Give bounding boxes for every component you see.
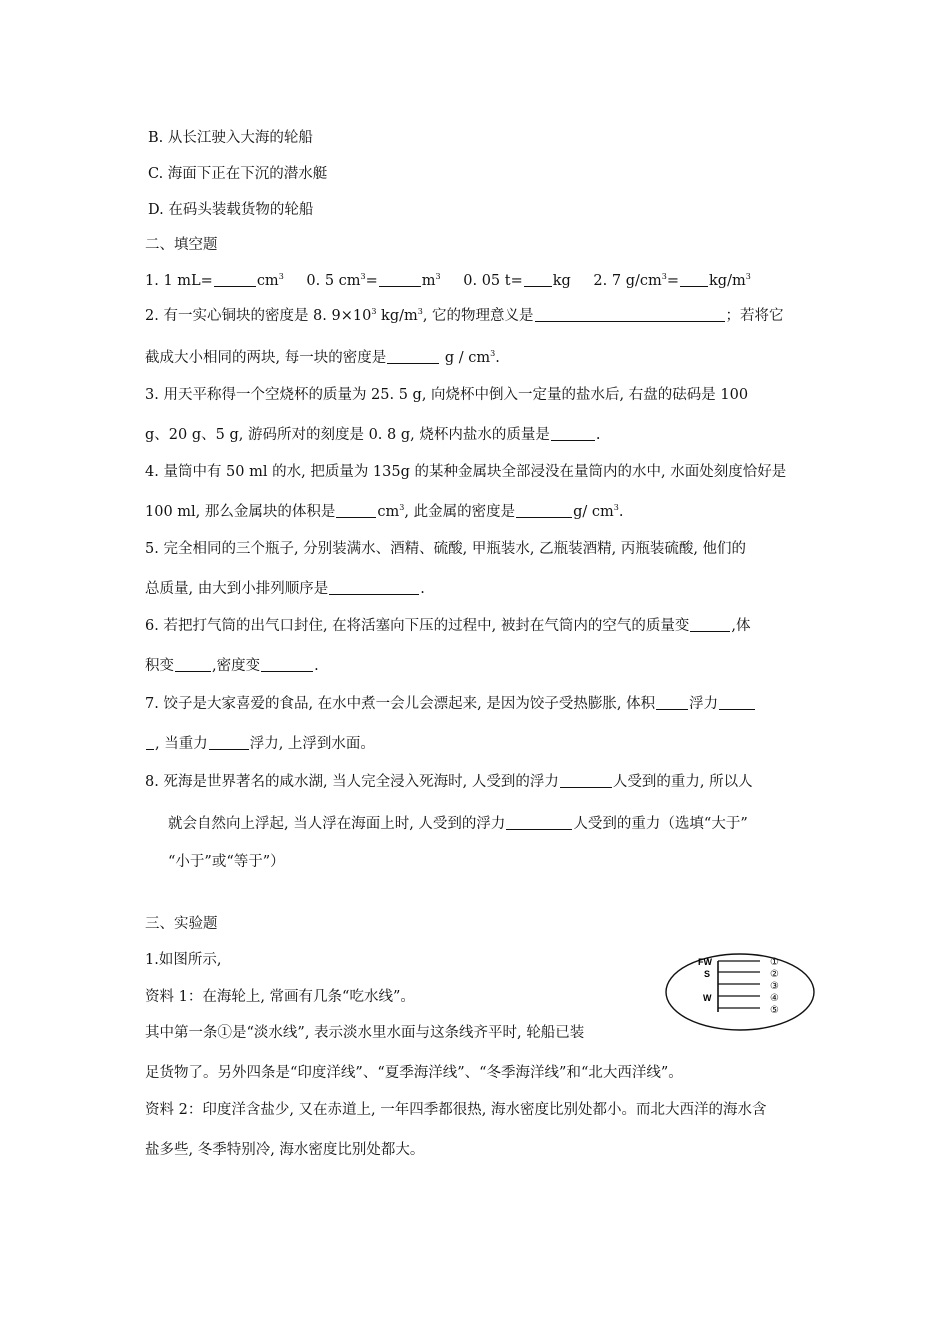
experiment-question-1: 1.如图所示, [145,952,222,968]
question-8-line-3: “小于”或“等于”） [168,854,285,870]
section-heading-experiment: 三、实验题 [145,916,218,932]
answer-blank[interactable] [551,426,595,441]
label-s: S [704,969,711,979]
answer-blank[interactable] [535,307,725,322]
answer-blank[interactable] [506,815,572,830]
answer-blank[interactable] [690,617,730,632]
answer-blank[interactable] [329,580,419,595]
question-3-line-2: g、20 g、5 g, 游码所对的刻度是 0. 8 g, 烧杯内盐水的质量是 . [145,427,601,443]
question-8-line-2: 就会自然向上浮起, 当人浮在海面上时, 人受到的浮力 人受到的重力（选填“大于” [168,816,748,832]
answer-blank[interactable] [719,695,755,710]
load-line-diagram [664,952,816,1032]
answer-blank[interactable] [560,773,612,788]
answer-blank[interactable] [379,272,421,287]
question-7-line-1: 7. 饺子是大家喜爱的食品, 在水中煮一会儿会漂起来, 是因为饺子受热膨胀, 体积 浮力 [145,694,756,714]
option-b: B. 从长江驶入大海的轮船 [148,130,313,146]
answer-blank[interactable] [680,272,708,287]
question-3-line-1: 3. 用天平称得一个空烧杯的质量为 25. 5 g, 向烧杯中倒入一定量的盐水后, 右盘的砝码是 100 [145,387,749,403]
option-d: D. 在码头装载货物的轮船 [148,202,314,218]
data-1-line-3: 足货物了。另外四条是“印度洋线”、“夏季海洋线”、“冬季海洋线”和“北大西洋线”。 [145,1065,683,1081]
marker-4: ④ [770,993,779,1004]
answer-blank[interactable] [209,735,249,750]
label-w: W [703,993,712,1003]
question-5-line-1: 5. 完全相同的三个瓶子, 分别装满水、酒精、硫酸, 甲瓶装水, 乙瓶装酒精, 丙瓶装硫酸, 他们的 [145,541,747,557]
marker-5: ⑤ [770,1005,779,1016]
answer-blank[interactable] [146,735,154,750]
option-c: C. 海面下正在下沉的潜水艇 [148,166,328,182]
question-4-line-1: 4. 量筒中有 50 ml 的水, 把质量为 135g 的某种金属块全部浸没在量筒内的水中, 水面处刻度恰好是 [145,464,787,480]
answer-blank[interactable] [261,657,313,672]
marker-1: ① [770,957,779,968]
data-1-line-2: 其中第一条①是“淡水线”, 表示淡水里水面与这条线齐平时, 轮船已装 [145,1025,585,1041]
question-2-line-1: 2. 有一实心铜块的密度是 8. $9\times 10^3$ $kg/m^3$, 它的物理意义是 ；若将它 [145,307,784,324]
question-4-line-2: 100 ml, 那么金属块的体积是 $cm^3$, 此金属的密度是 g/ $cm^3$. [145,503,624,520]
answer-blank[interactable] [336,503,376,518]
data-1-line-1: 资料 1：在海轮上, 常画有几条“吃水线”。 [145,989,415,1005]
marker-2: ② [770,969,779,980]
question-7-line-2: , 当重力 浮力, 上浮到水面。 [145,734,375,754]
question-1: 1. 1 $mL= cm^3$ 0. 5 $cm^3= m^3$ 0. 05 t= kg 2. 7 $g/cm^3= kg/m^3$ [145,272,751,289]
answer-blank[interactable] [387,349,439,364]
answer-blank[interactable] [524,272,552,287]
answer-blank[interactable] [214,272,256,287]
answer-blank[interactable] [175,657,211,672]
question-2-line-2: 截成大小相同的两块, 每一块的密度是 g / $cm^3$. [145,349,500,366]
data-2-line-1: 资料 2：印度洋含盐少, 又在赤道上, 一年四季都很热, 海水密度比别处都小。而北大西洋的海水含 [145,1102,767,1118]
data-2-line-2: 盐多些, 冬季特别冷, 海水密度比别处都大。 [145,1142,425,1158]
question-6-line-2: 积变 ,密度变 . [145,658,319,674]
question-6-line-1: 6. 若把打气筒的出气口封住, 在将活塞向下压的过程中, 被封在气筒内的空气的质量变 ,体 [145,618,751,634]
answer-blank[interactable] [656,695,688,710]
diagram-ellipse [666,954,814,1030]
question-5-line-2: 总质量, 由大到小排列顺序是 . [145,581,425,597]
answer-blank[interactable] [516,503,572,518]
label-fw: FW [698,957,712,967]
question-8-line-1: 8. 死海是世界著名的咸水湖, 当人完全浸入死海时, 人受到的浮力 人受到的重力, 所以人 [145,774,753,790]
marker-3: ③ [770,981,779,992]
section-heading-fill: 二、填空题 [145,237,218,253]
